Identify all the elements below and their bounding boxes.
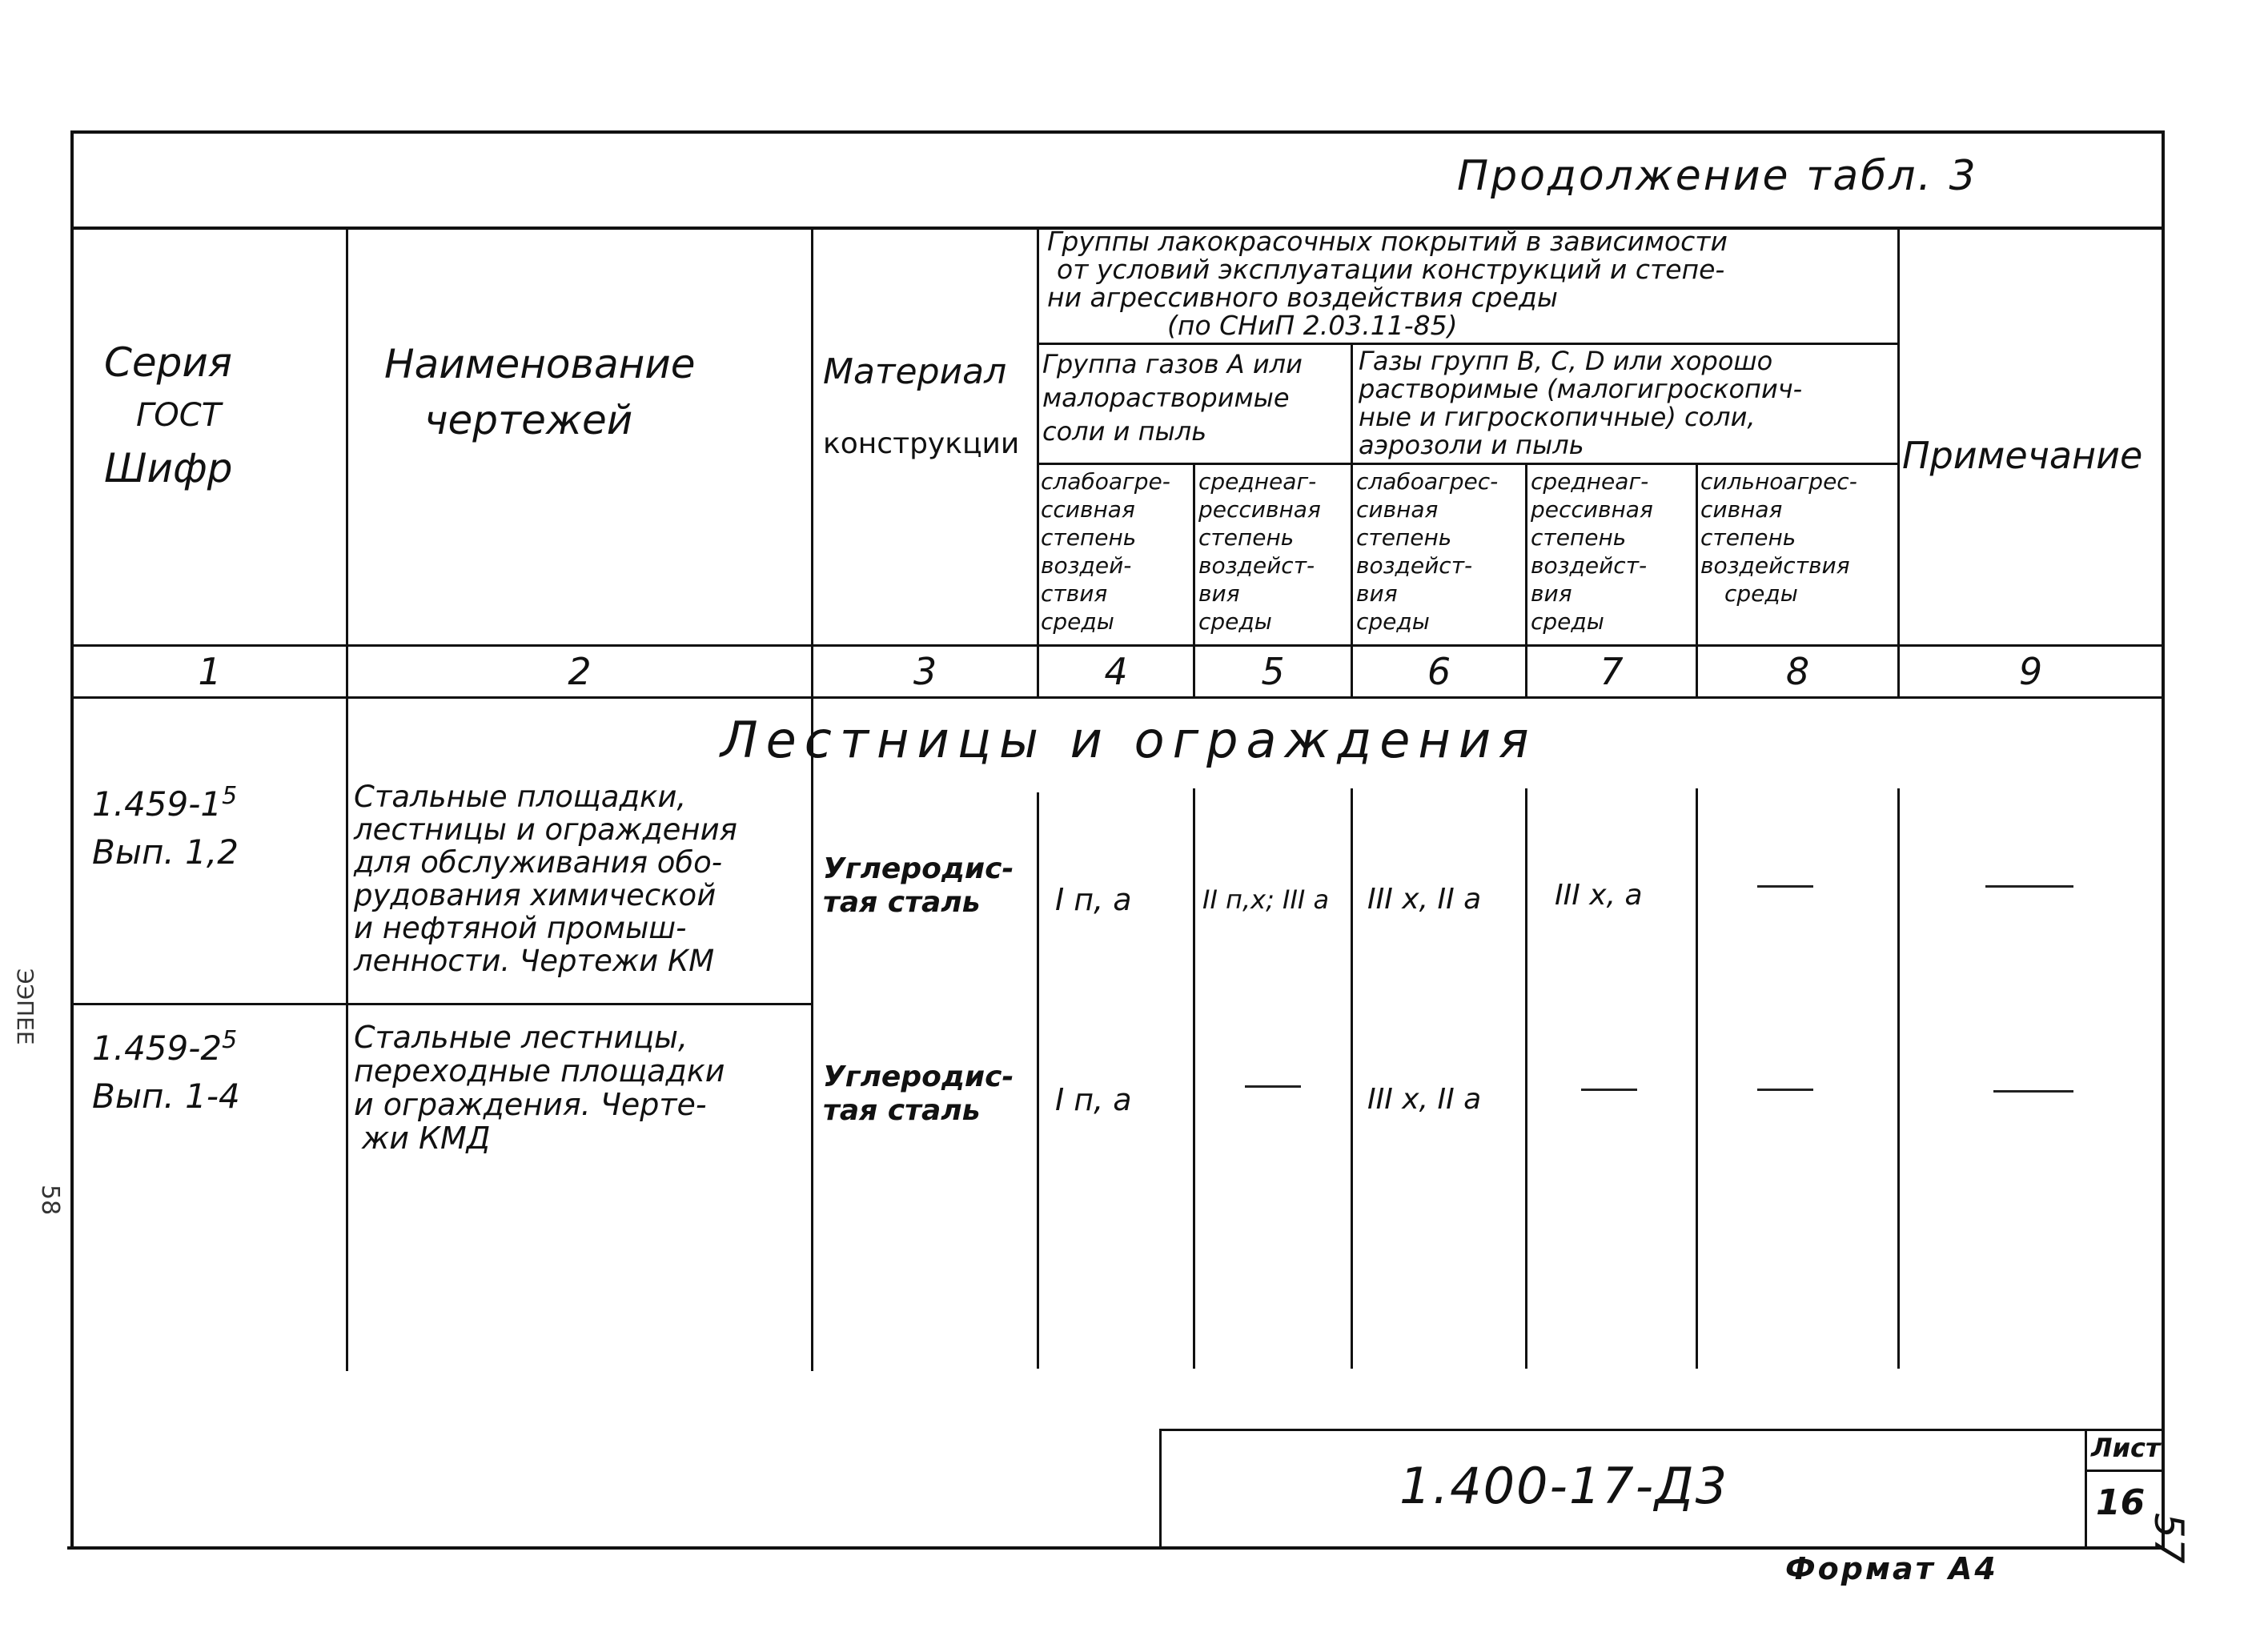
table-row-2-col7-dash [1581,1089,1637,1091]
hline-group-sub [1037,463,1900,465]
stamp-sheet-hline [2085,1470,2165,1472]
header-material: Материал конструкции [823,351,1020,460]
vline-1 [346,227,348,1371]
table-continuation-title: Продолжение табл. 3 [1457,152,1978,200]
frame-bottom [67,1546,2165,1550]
body-vline-8 [1696,788,1698,1369]
body-vline-6 [1351,788,1353,1369]
column-number-3: 3 [913,650,937,693]
table-row-2-series: $1.459-2^5$ Вып. 1-4 [92,1026,240,1116]
table-row-1-col7: III х, а [1555,879,1643,912]
header-sub-5: среднеаг- рессивная степень воздейст- вия среды [1198,468,1321,635]
table-row-2-col6: III х, II а [1367,1083,1482,1116]
hline-group-main [1037,343,1900,345]
table-row-1-col5: II п,х; III а [1202,884,1330,915]
column-number-5: 5 [1261,650,1285,693]
table-row-2-col5-dash [1245,1085,1301,1088]
column-number-7: 7 [1600,650,1624,693]
format-label: Формат А4 [1785,1551,1998,1586]
frame-top [70,130,2165,134]
stamp-document-code: 1.400-17-Д3 [1399,1457,1729,1515]
table-row-1-col6: III х, II а [1367,883,1482,916]
header-note: Примечание [1902,434,2143,477]
table-row-2-material: Углеродис- тая сталь [823,1061,1014,1127]
column-number-9: 9 [2018,650,2043,693]
body-vline-7 [1525,788,1527,1369]
header-drawing-name: Наименование чертежей [384,341,696,443]
stamp-sheet-divider [2085,1429,2087,1549]
left-margin-mark-2: 58 [36,1185,64,1216]
table-row-1-col8-dash [1757,885,1813,888]
header-sub-7: среднеаг- рессивная степень воздейст- вия среды [1531,468,1653,635]
hline-row-divider [70,1003,811,1005]
table-row-2-col9-dash [1993,1090,2073,1093]
header-group-a: Группа газов А или малорастворимые соли и пыль [1042,349,1303,447]
table-row-1-col9-dash [1985,885,2073,888]
table-row-2-col4: I п, а [1055,1082,1132,1117]
table-row-1-col4: I п, а [1055,882,1132,917]
stamp-sheet-label: Лист [2091,1433,2161,1463]
header-coating-groups: Группы лакокрасочных покрытий в зависимости от условий эксплуатации конструкций и степе- ни агрессивного воздействия среды (по СНиП 2.03.11-85) [1047,226,1728,341]
stamp-left [1159,1429,1162,1549]
column-number-6: 6 [1427,650,1451,693]
left-margin-mark-1: ЭЭПЕЕ [12,968,38,1045]
page-number: 57 [2146,1513,2192,1564]
table-row-1-series: $1.459-1^5$ Вып. 1,2 [92,782,239,872]
header-group-bcd: Газы групп В, С, D или хорошо растворимые (малогигроскопич- ные и гигроскопичные) соли, аэрозоли и пыль [1359,346,1803,460]
column-number-2: 2 [568,650,592,693]
section-title: Лестницы и ограждения [721,711,1537,769]
hline-numbers-bottom [70,696,2165,699]
vline-2 [811,227,813,1371]
body-vline-9 [1897,788,1900,1369]
table-row-1-material: Углеродис- тая сталь [823,852,1014,919]
column-number-8: 8 [1785,650,1810,693]
column-number-4: 4 [1104,650,1128,693]
header-sub-4: слабоагре- ссивная степень воздей- ствия среды [1041,468,1170,635]
header-series: Серия ГОСТ Шифр [104,339,233,491]
body-vline-5 [1193,788,1195,1369]
frame-left [70,130,74,1550]
stamp-sheet-number: 16 [2096,1482,2146,1523]
column-number-1: 1 [198,650,222,693]
body-vline-4 [1037,792,1039,1369]
table-row-1-name: Стальные площадки, лестницы и ограждения для обслуживания обо- рудования химической и нефтяной промыш- ленности. Чертежи КМ [354,780,737,978]
table-row-2-col8-dash [1757,1089,1813,1091]
table-row-2-name: Стальные лестницы, переходные площадки и ограждения. Черте- жи КМД [354,1020,725,1156]
header-sub-6: слабоагрес- сивная степень воздейст- вия среды [1356,468,1499,635]
hline-header-bottom [70,644,2165,647]
frame-right [2162,130,2165,1550]
header-sub-8: сильноагрес- сивная степень воздействия среды [1700,468,1857,607]
stamp-top [1159,1429,2165,1431]
